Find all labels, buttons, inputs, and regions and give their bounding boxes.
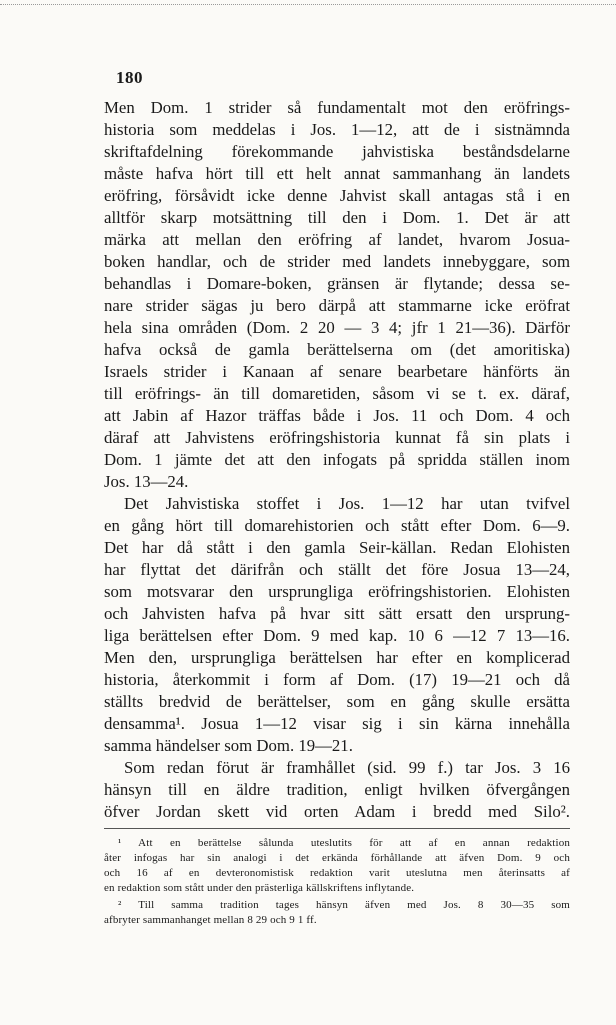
body-line: hänsyn till en äldre tradition, enligt hvilken öfvergången (104, 780, 570, 799)
body-line: till eröfrings- än till domaretiden, såsom vi se t. ex. däraf, (104, 384, 570, 403)
body-line: hafva också de gamla berättelserna om (det amoritiska) (104, 340, 570, 359)
page-number: 180 (116, 68, 143, 87)
body-line: samma händelser som Dom. 19—21. (104, 736, 353, 755)
body-line: skriftafdelning förekommande jahvistiska beståndsdelarne (104, 142, 570, 161)
body-line: och Jahvisten hafva på hvar sitt sätt ersatt den ursprung- (104, 604, 570, 623)
body-line: Men den, ursprungliga berättelsen har efter en komplicerad (104, 648, 570, 667)
body-line: boken handlar, och de strider med landets innebyggare, som (104, 252, 570, 271)
body-line: Det har då stått i den gamla Seir-källan. Redan Elohisten (104, 538, 570, 557)
footnote-line: afbryter sammanhanget mellan 8 29 och 9 1 ff. (104, 914, 317, 926)
footnote-2-start: ² Till samma tradition tages hänsyn äfven med Jos. 8 30—35 som (118, 899, 570, 911)
footnote-1-start: ¹ Att en berättelse sålunda uteslutits för att af en annan redaktion (118, 837, 570, 849)
body-line: att Jabin af Hazor träffas både i Jos. 11 och Dom. 4 och (104, 406, 570, 425)
footnote-line: en redaktion som stått under den prästerliga källskriftens inflytande. (104, 882, 415, 894)
body-line: däraf att Jahvistens eröfringshistoria kunnat få sin plats i (104, 428, 570, 447)
body-line: måste hafva hört till ett helt annat sammanhang än landets (104, 164, 570, 183)
body-line: har flyttat det därifrån och ställt det före Josua 13—24, (104, 560, 570, 579)
body-line: en gång hört till domarehistorien och stått efter Dom. 6—9. (104, 516, 570, 535)
body-line: öfver Jordan skett vid orten Adam i bredd med Silo². (104, 802, 570, 821)
body-line: Jos. 13—24. (104, 472, 189, 491)
body-line: Men Dom. 1 strider så fundamentalt mot den eröfrings- (104, 98, 570, 117)
body-line: liga berättelsen efter Dom. 9 med kap. 10 6 —12 7 13—16. (104, 626, 570, 645)
body-line: behandlas i Domare-boken, gränsen är flytande; dessa se- (104, 274, 570, 293)
body-line: nare strider sägas ju bero därpå att stammarne icke eröfrat (104, 296, 570, 315)
body-line: densamma¹. Josua 1—12 visar sig i sin kärna innehålla (104, 714, 570, 733)
body-line: Israels strider i Kanaan af senare bearbetare hänförts än (104, 362, 570, 381)
body-line: Dom. 1 jämte det att den infogats på spridda ställen inom (104, 450, 570, 469)
body-line: hela sina områden (Dom. 2 20 — 3 4; jfr 1 21—36). Därför (104, 318, 570, 337)
paragraph-start: Som redan förut är framhållet (sid. 99 f.) tar Jos. 3 16 (124, 758, 570, 777)
body-line: eröfring, försåvidt icke denne Jahvist skall antagas stå i en (104, 186, 570, 205)
footnote-line: åter infogas har sin analogi i det erkända förhållande att äfven Dom. 9 och (104, 852, 570, 864)
top-edge-rule (0, 4, 616, 5)
body-line: ställts bredvid de berättelser, som en gång skulle ersätta (104, 692, 570, 711)
body-line: historia, återkommit i form af Dom. (17) 19—21 och då (104, 670, 570, 689)
body-line: som motsvarar den ursprungliga eröfringshistorien. Elohisten (104, 582, 570, 601)
body-line: alltför skarp motsättning till den i Dom. 1. Det är att (104, 208, 570, 227)
paragraph-start: Det Jahvistiska stoffet i Jos. 1—12 har utan tvifvel (124, 494, 570, 513)
body-line: märka att mellan den eröfring af landet, hvarom Josua- (104, 230, 570, 249)
footnote-line: och 16 af en devteronomistisk redaktion varit uteslutna men återinsatts af (104, 867, 570, 879)
footnote-divider (104, 828, 570, 829)
body-line: historia som meddelas i Jos. 1—12, att de i sistnämnda (104, 120, 570, 139)
